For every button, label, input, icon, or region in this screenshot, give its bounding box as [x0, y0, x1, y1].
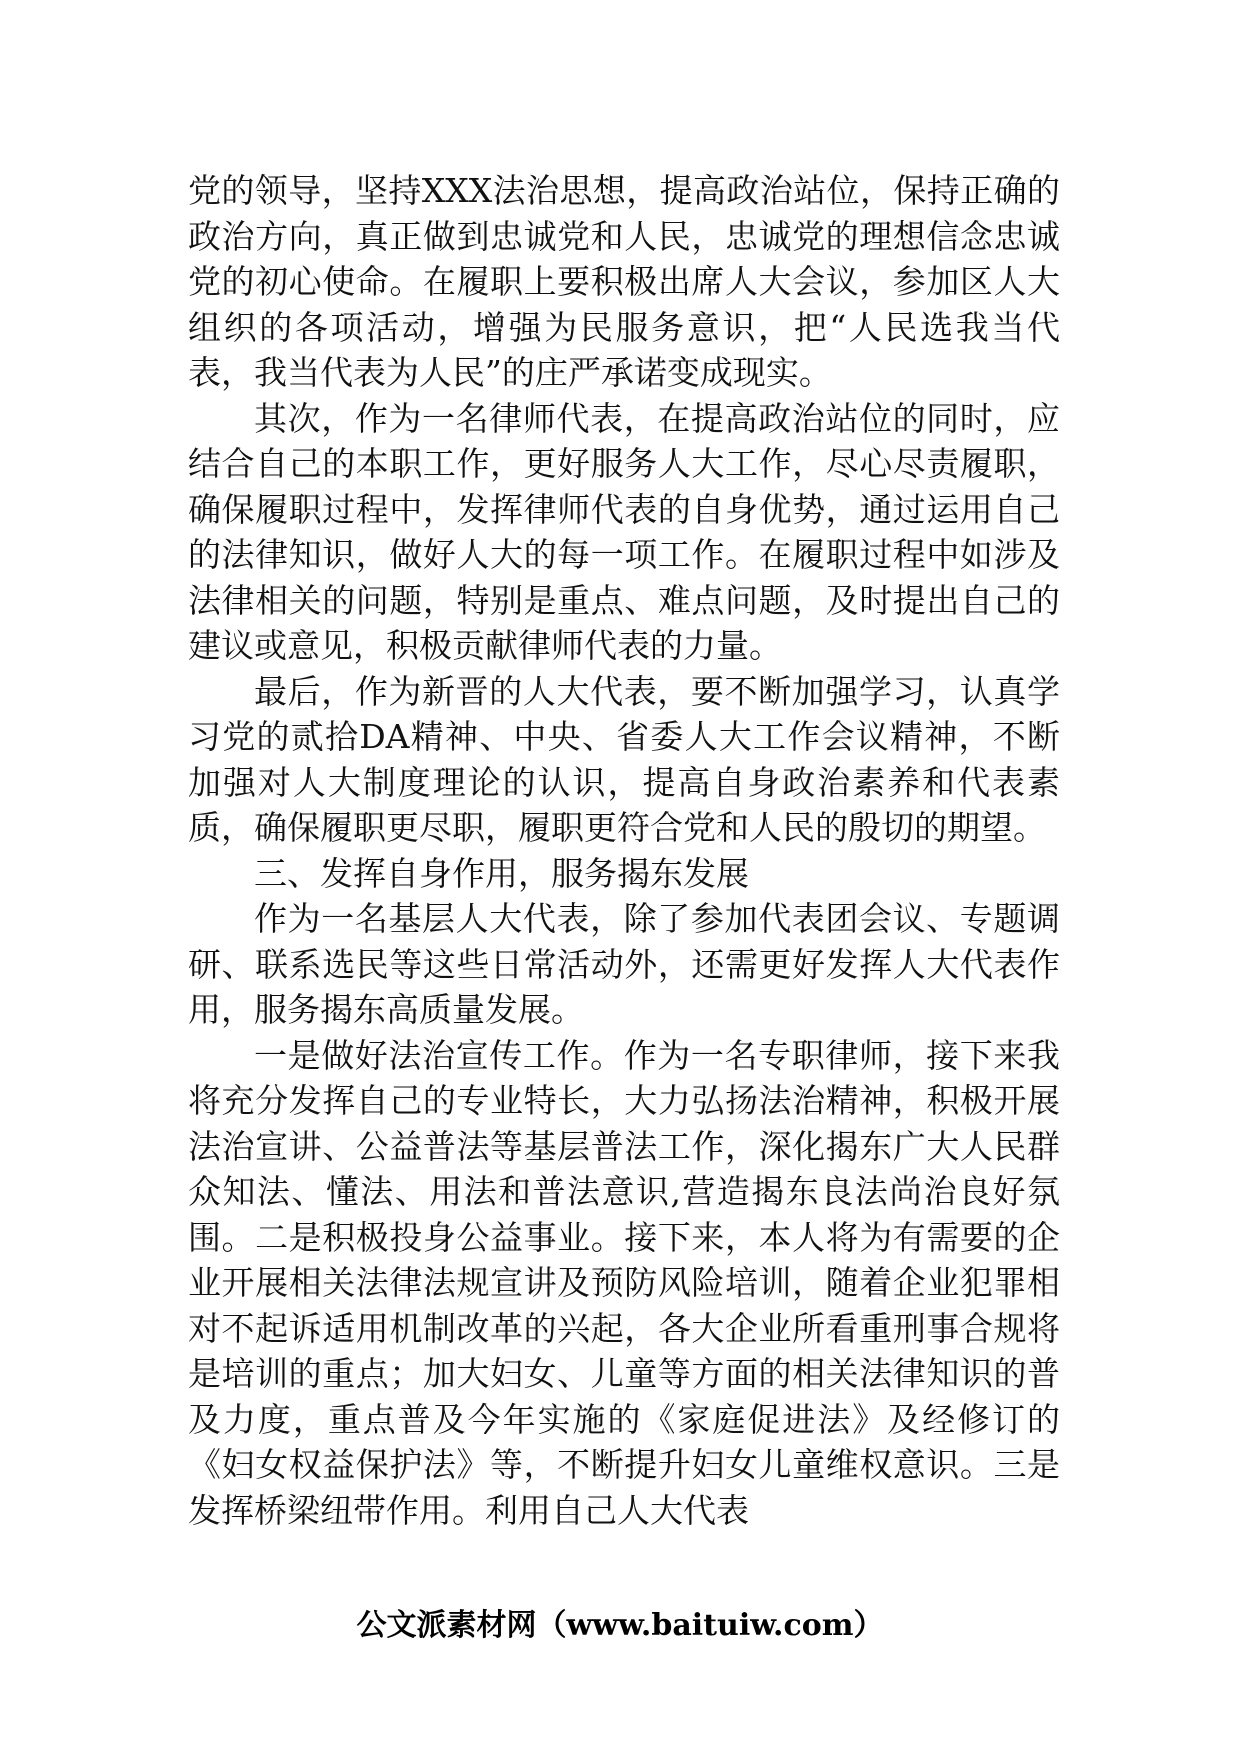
paragraph-work-items: 一是做好法治宣传工作。作为一名专职律师，接下来我将充分发挥自己的专业特长，大力弘扬法治精神，积极开展法治宣讲、公益普法等基层普法工作，深化揭东广大人民群众知法、懂法、用法和普法意识,营造揭东良法尚治良好氛围。二是积极投身公益事业。接下来，本人将为有需要的企业开展相关法律法规宣讲及预防风险培训，随着企业犯罪相对不起诉适用机制改革的兴起，各大企业所看重刑事合规将是培训的重点；加大妇女、儿童等方面的相关法律知识的普及力度，重点普及今年实施的《家庭促进法》及经修订的《妇女权益保护法》等，不断提升妇女儿童维权意识。三是发挥桥梁纽带作用。利用自己人大代表: [188, 1035, 1060, 1530]
paragraph-continuation: 党的领导，坚持XXX法治思想，提高政治站位，保持正确的政治方向，真正做到忠诚党和人民，忠诚党的理想信念忠诚党的初心使命。在履职上要积极出席人大会议，参加区人大组织的各项活动，增强为民服务意识，把“人民选我当代表，我当代表为人民”的庄严承诺变成现实。: [188, 171, 1060, 392]
paragraph-grassroots-role: 作为一名基层人大代表，除了参加代表团会议、专题调研、联系选民等这些日常活动外，还需更好发挥人大代表作用，服务揭东高质量发展。: [188, 899, 1060, 1029]
section-heading-three: 三、发挥自身作用，服务揭东发展: [254, 853, 749, 893]
footer-watermark: 公文派素材网（www.baituiw.com）: [356, 1608, 884, 1643]
paragraph-finally: 最后，作为新晋的人大代表，要不断加强学习，认真学习党的贰拾DA精神、中央、省委人大工作会议精神，不断加强对人大制度理论的认识，提高自身政治素养和代表素质，确保履职更尽职，履职更符合党和人民的殷切的期望。: [188, 671, 1060, 847]
paragraph-secondly: 其次，作为一名律师代表，在提高政治站位的同时，应结合自己的本职工作，更好服务人大工作，尽心尽责履职，确保履职过程中，发挥律师代表的自身优势，通过运用自己的法律知识，做好人大的每一项工作。在履职过程中如涉及法律相关的问题，特别是重点、难点问题，及时提出自己的建议或意见，积极贡献律师代表的力量。: [188, 398, 1060, 665]
document-body: [188, 168, 1060, 1533]
